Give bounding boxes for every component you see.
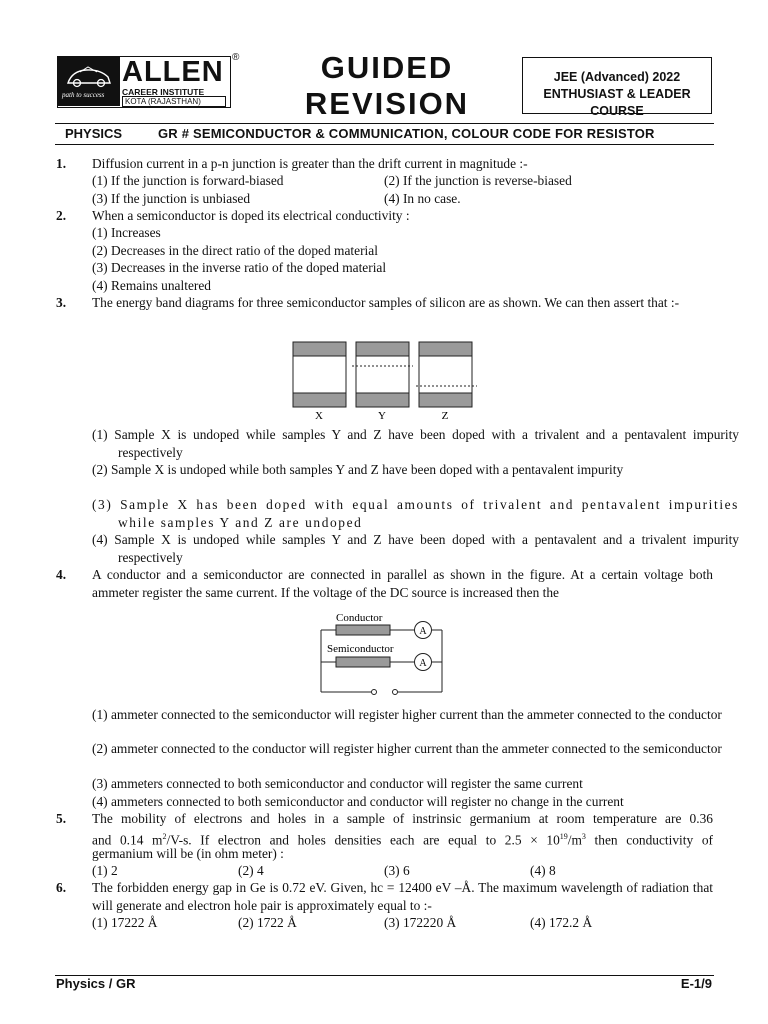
option-1: (1) If the junction is forward-biased — [92, 173, 284, 188]
option-3: (3) Decreases in the inverse ratio of the doped material — [92, 260, 387, 275]
question-text-line-3: germanium will be (in ohm meter) : — [92, 846, 284, 861]
option-3: (3) ammeters connected to both semiconductor and conductor will register the same current — [92, 776, 583, 791]
question-number: 3. — [56, 295, 67, 310]
question-text: Diffusion current in a p-n junction is greater than the drift current in magnitude :- — [92, 156, 528, 171]
exam-name: JEE (Advanced) 2022 — [553, 70, 681, 84]
subject-label: PHYSICS — [65, 126, 123, 141]
option-2: (2) 4 — [238, 863, 264, 878]
superscript: 19 — [559, 832, 568, 841]
text-part: and 0.14 m — [92, 832, 163, 848]
question-text-line-1: The mobility of electrons and holes in a sample of instrinsic germanium at room temperature are 0.36 — [92, 811, 713, 826]
option-4: (4) 172.2 Å — [530, 915, 593, 930]
band-z — [416, 342, 477, 407]
title-guided: GUIDED — [320, 50, 454, 85]
title-revision: REVISION — [304, 86, 470, 121]
semiconductor-label: Semiconductor — [327, 643, 394, 655]
question-text: The forbidden energy gap in Ge is 0.72 eV. Given, hc = 12400 eV –Å. The maximum wavelength of radiation that will generate and electron hole pair is approximately equal to :- — [92, 880, 713, 913]
option-1: (1) 17222 Å — [92, 915, 158, 930]
course-name: ENTHUSIAST & LEADER COURSE — [543, 87, 691, 118]
conductor-label: Conductor — [336, 612, 383, 624]
text-part: then conductivity of — [585, 832, 713, 848]
question-text: A conductor and a semiconductor are connected in parallel as shown in the figure. At a certain voltage both ammeter register the same current. If the voltage of the DC source is increased then the — [92, 567, 713, 600]
semiconductor-resistor — [336, 657, 390, 667]
option-2: (2) If the junction is reverse-biased — [384, 173, 572, 188]
option-2: (2) Decreases in the direct ratio of the doped material — [92, 243, 378, 258]
ammeter-label: A — [419, 626, 427, 637]
option-2: (2) Sample X is undoped while both samples Y and Z have been doped with a pentavalent impurity — [92, 462, 624, 477]
option-4: (4) ammeters connected to both semiconductor and conductor will register no change in the current — [92, 794, 624, 809]
footer-rule — [55, 975, 714, 976]
label-y: Y — [378, 410, 386, 422]
footer-subject: Physics / GR — [56, 976, 136, 991]
circuit-diagram — [318, 608, 448, 698]
option-3: (3) 172220 Å — [384, 915, 457, 930]
logo-emblem — [58, 57, 120, 106]
band-x — [293, 342, 346, 407]
option-4: (4) Sample X is undoped while samples Y and Z have been doped with a pentavalent and a trivalent impurity respectively — [92, 532, 739, 565]
option-1: (1) ammeter connected to the semiconductor will register higher current than the ammeter connected to the conductor — [92, 707, 722, 722]
superscript: 2 — [162, 832, 167, 841]
allen-logo — [57, 56, 231, 108]
question-number: 4. — [56, 567, 67, 582]
option-4: (4) Remains unaltered — [92, 278, 211, 293]
question-number: 5. — [56, 811, 67, 826]
subject-bar — [55, 123, 714, 145]
institute-name: CAREER INSTITUTE — [122, 87, 205, 97]
switch-terminal — [372, 690, 377, 695]
ammeter-label: A — [419, 658, 427, 669]
conductor-resistor — [336, 625, 390, 635]
guided-revision-title — [300, 50, 474, 122]
page-number: E-1/9 — [680, 976, 712, 991]
energy-band-diagram — [290, 340, 480, 424]
option-4: (4) 8 — [530, 863, 556, 878]
option-3: (3) Sample X has been doped with equal amounts of trivalent and pentavalent impurities while samples Y and Z are undoped — [92, 497, 739, 530]
label-z: Z — [441, 410, 449, 422]
logo-tagline: path to success — [62, 91, 105, 99]
option-4: (4) In no case. — [384, 191, 461, 206]
brand-name: ALLEN — [122, 56, 224, 88]
registered-mark: ® — [232, 52, 240, 63]
topic-title: GR # SEMICONDUCTOR & COMMUNICATION, COLOUR CODE FOR RESISTOR — [158, 126, 655, 141]
question-number: 1. — [56, 156, 67, 171]
question-text: The energy band diagrams for three semiconductor samples of silicon are as shown. We can then assert that :- — [92, 295, 680, 310]
superscript: 3 — [581, 832, 586, 841]
band-y — [352, 342, 413, 407]
option-2: (2) ammeter connected to the conductor will register higher current than the ammeter connected to the semiconductor — [92, 741, 722, 756]
text-part: /m — [567, 832, 582, 848]
option-3: (3) 6 — [384, 863, 410, 878]
option-1: (1) Increases — [92, 225, 161, 240]
car-icon — [64, 63, 114, 91]
question-number: 2. — [56, 208, 67, 223]
option-1: (1) Sample X is undoped while samples Y and Z have been doped with a trivalent and a pentavalent impurity respectively — [92, 427, 739, 460]
switch-terminal — [393, 690, 398, 695]
text-part: /V-s. If electron and holes densities each are equal to 2.5 × 10 — [166, 832, 560, 848]
question-number: 6. — [56, 880, 67, 895]
question-text: When a semiconductor is doped its electrical conductivity : — [92, 208, 410, 223]
option-2: (2) 1722 Å — [238, 915, 297, 930]
institute-city: KOTA (RAJASTHAN) — [122, 96, 226, 107]
option-3: (3) If the junction is unbiased — [92, 191, 251, 206]
label-x: X — [315, 410, 323, 422]
option-1: (1) 2 — [92, 863, 118, 878]
course-box — [522, 57, 712, 118]
